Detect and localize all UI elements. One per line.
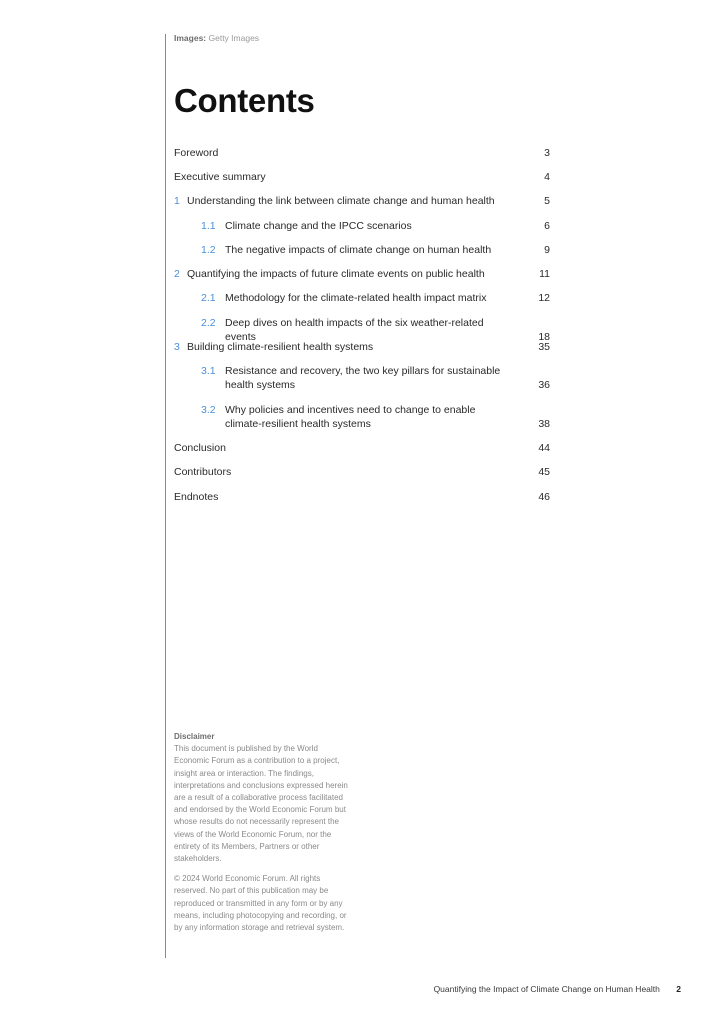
image-credit [174,33,259,43]
toc-entry-page: 35 [538,341,550,353]
toc-entry-page: 4 [544,171,550,183]
toc-section-number: 1 [174,195,180,207]
toc-entry-subsection[interactable] [174,364,550,392]
toc-entry-page: 5 [544,195,550,207]
copyright-notice: © 2024 World Economic Forum. All rights reserved. No part of this publication may be reproduced or transmitted in any form or by any means, including photocopying and recording, or by any information storage and retrieval system. [174,874,347,933]
toc-entry-section[interactable] [174,194,550,208]
toc-entry-title: Foreword [174,147,219,159]
toc-entry-title: Understanding the link between climate change and human health [187,195,495,207]
paragraph-gap [174,865,349,873]
toc-entry-title: Executive summary [174,171,266,183]
toc-entry-subsection[interactable] [174,403,550,431]
disclaimer-heading: Disclaimer [174,732,215,741]
toc-entry-section[interactable] [174,340,550,354]
toc-section-number: 3 [174,341,180,353]
toc-entry-title: Quantifying the impacts of future climate events on public health [187,268,485,280]
toc-entry-title: The negative impacts of climate change on human health [225,244,492,256]
toc-entry-page: 44 [538,442,550,454]
toc-entry-page: 45 [538,466,550,478]
image-credit-label: Images: [174,33,207,43]
image-credit-value: Getty Images [208,33,260,43]
toc-entry-page: 3 [544,147,550,159]
toc-section-number: 3.2 [201,404,216,416]
toc-entry-title: Why policies and incentives need to change to enable climate-resilient health systems [225,404,476,430]
toc-entry-title: Climate change and the IPCC scenarios [225,220,412,232]
toc-entry-page: 12 [538,292,550,304]
toc-entry-page: 18 [538,331,550,343]
footer-document-title: Quantifying the Impact of Climate Change on Human Health [433,984,660,994]
toc-entry-page: 9 [544,244,550,256]
toc-entry[interactable] [174,170,550,184]
toc-entry-title: Endnotes [174,491,219,503]
footer-page-number: 2 [676,984,681,994]
disclaimer-block [174,731,349,934]
toc-entry-subsection[interactable] [174,243,550,257]
toc-entry-title: Deep dives on health impacts of the six weather-related events [225,317,484,343]
toc-section-number: 2 [174,268,180,280]
toc-entry-title: Contributors [174,466,232,478]
page-title: Contents [174,82,315,119]
toc-entry[interactable] [174,465,550,479]
left-margin-rule [165,34,166,958]
toc-entry-subsection[interactable] [174,291,550,305]
toc-entry-page: 6 [544,220,550,232]
toc-entry-title: Resistance and recovery, the two key pillars for sustainable health systems [225,365,501,391]
toc-entry-subsection[interactable] [174,219,550,233]
toc-entry-page: 38 [538,418,550,430]
toc-entry-title: Methodology for the climate-related health impact matrix [225,292,487,304]
toc-entry-page: 36 [538,379,550,391]
toc-section-number: 3.1 [201,365,216,377]
toc-entry-section[interactable] [174,267,550,281]
toc-entry[interactable] [174,490,550,504]
toc-section-number: 1.1 [201,220,216,232]
toc-section-number: 2.1 [201,292,216,304]
disclaimer-body: This document is published by the World Economic Forum as a contribution to a project, insight area or interaction. The findings, interpretations and conclusions expressed herein are a result of a collaborative process facilitated and endorsed by the World Economic Forum but whose results do not necessarily represent the views of the World Economic Forum, nor the entirety of its Members, Partners or other stakeholders. [174,744,348,864]
toc-section-number: 1.2 [201,244,216,256]
toc-entry[interactable] [174,146,550,160]
page-footer [434,984,681,994]
toc-entry-title: Conclusion [174,442,226,454]
toc-entry-page: 11 [539,268,550,280]
toc-section-number: 2.2 [201,317,216,329]
toc-entry[interactable] [174,441,550,455]
toc-entry-title: Building climate-resilient health systems [187,341,374,353]
toc-entry-page: 46 [538,491,550,503]
